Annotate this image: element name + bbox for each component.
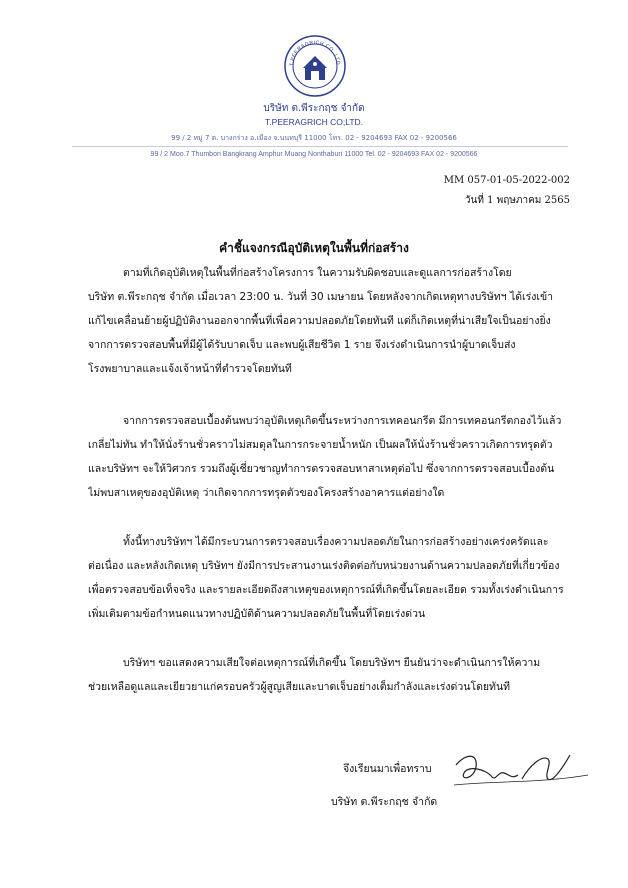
- body-paragraph-2: [88, 409, 576, 505]
- document-date: วันที่ 1 พฤษภาคม 2565: [464, 195, 570, 206]
- body-paragraph-1: [88, 261, 576, 381]
- company-name-thai: บริษัท ต.พีระกฤช จำกัด: [263, 103, 365, 114]
- paragraph-line: โรงพยาบาลและแจ้งเจ้าหน้าที่ตำรวจโดยทันที: [88, 363, 292, 375]
- company-address-thai: 99 / 2 หมู่ 7 ต. บางกร่าง อ.เมือง จ.นนทบุรี 11000 โทร. 02 - 9204693 FAX 02 - 9200566: [171, 134, 457, 142]
- company-logo-icon: [283, 34, 347, 98]
- document-title: คำชี้แจงกรณีอุบัติเหตุในพื้นที่ก่อสร้าง: [219, 241, 409, 255]
- paragraph-line: แก้ไขเคลื่อนย้ายผู้ปฏิบัติงานออกจากพื้นที่เพื่อความปลอดภัยโดยทันที แต่ก็เกิดเหตุที่น่าเสียใจเป็นอย่างยิ่ง: [88, 315, 551, 327]
- paragraph-line: บริษัทฯ ขอแสดงความเสียใจต่อเหตุการณ์ที่เกิดขึ้น โดยบริษัทฯ ยืนยันว่าจะดำเนินการให้ความ: [123, 657, 541, 669]
- paragraph-line: ไม่พบสาเหตุของอุบัติเหตุ ว่าเกิดจากการทรุดตัวของโครงสร้างอาคารแต่อย่างใด: [88, 487, 445, 499]
- paragraph-line: ต่อเนื่อง และหลังเกิดเหตุ บริษัทฯ ยังมีการประสานงานเร่งติดต่อกับหน่วยงานด้านความปลอดภัยที่เกี่ยวข้อง: [88, 560, 560, 572]
- paragraph-line: จากการตรวจสอบพื้นที่มีผู้ได้รับบาดเจ็บ และพบผู้เสียชีวิต 1 ราย จึงเร่งดำเนินการนำผู้บาดเจ็บส่ง: [88, 339, 516, 351]
- paragraph-line: เพื่อตรวจสอบข้อเท็จจริง และรายละเอียดถึงสาเหตุของเหตุการณ์ที่เกิดขึ้นโดยละเอียด รวมทั้งเร่งดำเนินการ: [88, 584, 564, 596]
- document-number: MM 057-01-05-2022-002: [443, 175, 570, 186]
- paragraph-line: จากการตรวจสอบเบื้องต้นพบว่าอุบัติเหตุเกิดขึ้นระหว่างการเทคอนกรีต มีการเทคอนกรีตกองไว้แล้ว: [123, 415, 562, 427]
- paragraph-line: เพิ่มเติมตามข้อกำหนดแนวทางปฏิบัติด้านความปลอดภัยในพื้นที่โดยเร่งด่วน: [88, 608, 426, 620]
- body-paragraph-3: [88, 530, 576, 626]
- paragraph-line: ตามที่เกิดอุบัติเหตุในพื้นที่ก่อสร้างโครงการ ในความรับผิดชอบและดูแลการก่อสร้างโดย: [123, 267, 512, 279]
- body-paragraph-4: [88, 651, 576, 699]
- paragraph-line: ทั้งนี้ทางบริษัทฯ ได้มีกระบวนการตรวจสอบเรื่องความปลอดภัยในการก่อสร้างอย่างเคร่งครัดและ: [123, 536, 549, 548]
- company-address-english: 99 / 2 Moo.7 Thumbon Bangkrang Amphur Muang Nonthaburi 11000 Tel. 02 - 9204693 FAX 02 - 9200566: [150, 151, 478, 158]
- paragraph-line: บริษัท ต.พีระกฤช จำกัด เมื่อเวลา 23:00 น. วันที่ 30 เมษายน โดยหลังจากเกิดเหตุทางบริษัทฯ ได้เร่งเข้า: [88, 291, 554, 303]
- logo-ring-text: T.PEERAGRICH CO.,LTD.: [288, 39, 342, 68]
- company-name-english: T.PEERAGRICH CO;LTD.: [264, 117, 364, 127]
- signature-icon: [452, 745, 592, 791]
- closing-text: จึงเรียนมาเพื่อทราบ: [343, 763, 432, 775]
- letterhead-divider: [72, 146, 568, 147]
- paragraph-line: และบริษัทฯ จะให้วิศวกร รวมถึงผู้เชี่ยวชาญทำการตรวจสอบหาสาเหตุต่อไป ซึ่งจากการตรวจสอบเบื้องต้น: [88, 463, 555, 475]
- signatory-company: บริษัท ต.พีระกฤช จำกัด: [331, 796, 438, 808]
- paragraph-line: ช่วยเหลือดูแลและเยียวยาแก่ครอบครัวผู้สูญเสียและบาดเจ็บอย่างเต็มกำลังและเร่งด่วนโดยทันที: [88, 681, 511, 693]
- paragraph-line: เกลี่ยไม่ทัน ทำให้นั่งร้านชั่วคราวไม่สมดุลในการกระจายน้ำหนัก เป็นผลให้นั่งร้านชั่วคราวเกิดการทรุดตัว: [88, 439, 553, 451]
